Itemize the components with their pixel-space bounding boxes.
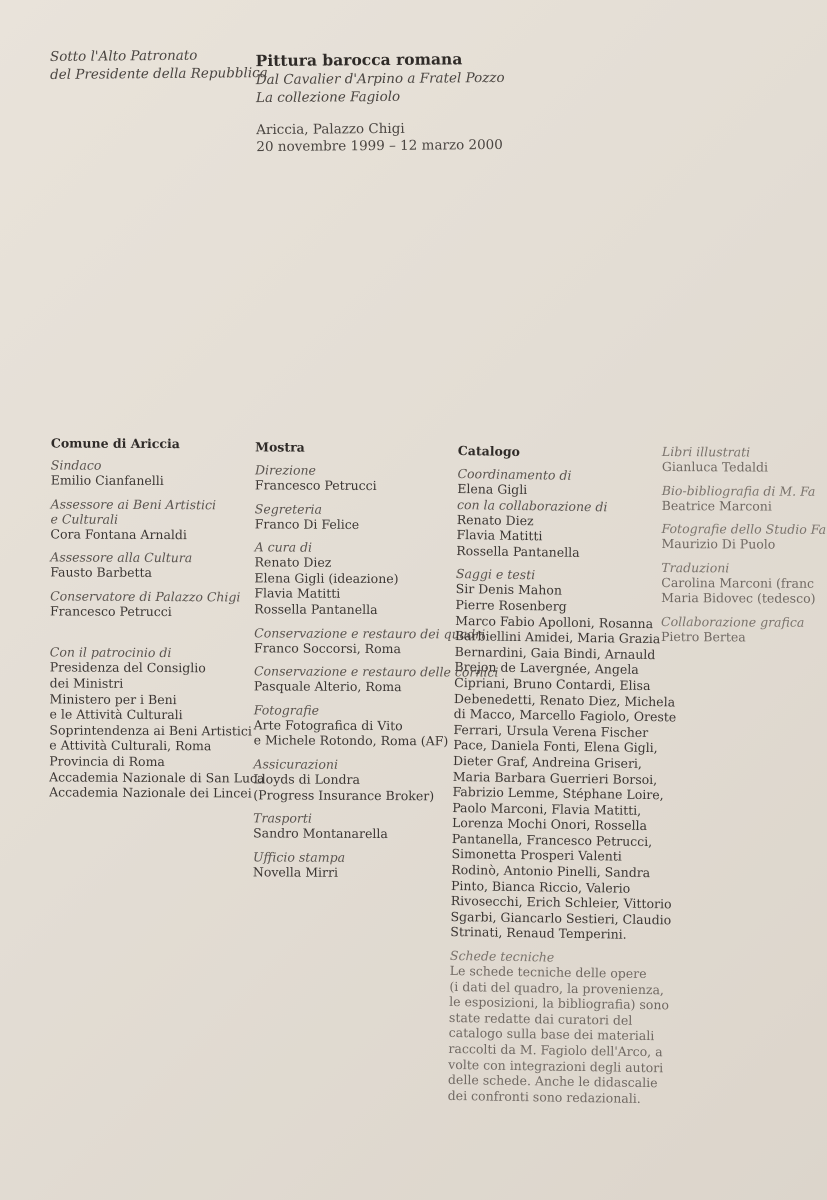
comune-column (49, 435, 266, 801)
text-line: Lorenza Mochi Onori, Rossella (451, 815, 648, 834)
person-name: Flavia Matitti (254, 585, 341, 602)
patron-name: dei Ministri (49, 675, 124, 691)
role-label: Trasporti (253, 810, 312, 826)
role-label: Fotografie (253, 702, 320, 718)
person-name: Gianluca Tedaldi (661, 458, 769, 475)
patron-name: Soprintendenza ai Beni Artistici (49, 722, 252, 739)
person-name: Arte Fotografica di Vito (253, 717, 403, 733)
text-line: Marco Fabio Apolloni, Rosanna (455, 612, 654, 631)
libri-group (661, 482, 816, 514)
person-name: Franco Di Felice (254, 515, 360, 532)
text-line: (i dati del quadro, la provenienza, (449, 978, 665, 997)
text-line: Sir Denis Mahon (455, 581, 563, 599)
person-name: (Progress Insurance Broker) (253, 786, 435, 803)
patron-name: e Attività Culturali, Roma (49, 737, 212, 754)
text-line: Strinati, Renaud Temperini. (450, 924, 627, 943)
patronage-line-2: del Presidente della Repubblica (50, 65, 268, 83)
exhibition-venue: Ariccia, Palazzo Chigi (256, 120, 405, 139)
role-label: Sindaco (50, 457, 102, 473)
text-line: Rivosecchi, Erich Schleier, Vittorio (450, 893, 672, 912)
person-name: Fausto Barbetta (50, 564, 153, 581)
patron-name: Provincia di Roma (49, 753, 165, 769)
role-label: Fotografie dello Studio Fa (661, 521, 827, 538)
text-line: Rodinò, Antonio Pinelli, Sandra (451, 862, 651, 881)
text-line: Ferrari, Ursula Verena Fischer (453, 721, 649, 740)
libri-group (661, 559, 816, 607)
exhibition-header (256, 49, 506, 156)
role-label: Con il patrocinio di (49, 644, 172, 661)
text-line: Pinto, Bianca Riccio, Valerio (450, 877, 631, 896)
text-line: Pierre Rosenberg (455, 596, 567, 614)
text-line: Maria Barbara Guerrieri Borsoi, (452, 768, 658, 787)
text-line: Paolo Marconi, Flavia Matitti, (452, 799, 642, 818)
saggi-group (450, 566, 678, 943)
role-label: Bio-bibliografia di M. Fa (661, 482, 816, 499)
comune-heading: Comune di Ariccia (50, 435, 180, 452)
person-name: Renato Diez (456, 511, 534, 528)
text-line: Pace, Daniela Fonti, Elena Gigli, (453, 737, 658, 756)
exhibition-subtitle-1: Dal Cavalier d'Arpino a Fratel Pozzo (255, 69, 505, 89)
text-line: state redatte dai curatori del (448, 1009, 633, 1028)
role-label: Collaborazione grafica (661, 613, 805, 630)
comune-group (50, 550, 266, 582)
text-line: Bernardini, Gaia Bindi, Arnauld (454, 643, 656, 662)
text-line: le esposizioni, la bibliografia) sono (449, 994, 670, 1013)
libri-group (662, 444, 788, 475)
text-line: dei confronti sono redazionali. (447, 1087, 641, 1106)
role-label: Direzione (254, 462, 317, 478)
patron-name: Accademia Nazionale di San Luca (49, 768, 265, 786)
role-label: Traduzioni (661, 559, 730, 576)
role-label: Assicurazioni (253, 756, 339, 772)
libri-column (660, 444, 827, 653)
person-name: Cora Fontana Arnaldi (50, 526, 187, 542)
text-line: Le schede tecniche delle opere (449, 962, 647, 982)
comune-group (50, 588, 266, 620)
text-line: Brejon de Lavergnée, Angela (454, 659, 639, 678)
person-name: Sandro Montanarella (253, 825, 388, 842)
person-name: Renato Diez (254, 554, 332, 570)
role-label: Conservatore di Palazzo Chigi (50, 588, 241, 605)
patrocinio-group (49, 645, 265, 801)
role-label: Conservazione e restauro delle cornici (253, 663, 499, 680)
patron-name: Ministero per i Beni (49, 690, 177, 707)
comune-group (51, 457, 267, 489)
person-name: Maurizio Di Puolo (661, 536, 776, 552)
person-name: Franco Soccorsi, Roma (254, 639, 401, 656)
text-line: di Macco, Marcello Fagiolo, Oreste (453, 706, 677, 725)
patron-name: Presidenza del Consiglio (49, 659, 206, 676)
schede-group (448, 948, 673, 1107)
libri-group (660, 613, 805, 645)
exhibition-dates: 20 novembre 1999 – 12 marzo 2000 (256, 136, 503, 156)
exhibition-subtitle-2: La collezione Fagiolo (255, 88, 401, 107)
catalogo-heading: Catalogo (457, 443, 521, 459)
mostra-heading: Mostra (255, 439, 305, 455)
role-label: Segreteria (254, 500, 323, 517)
patronage-line-1: Sotto l'Alto Patronato (49, 47, 198, 65)
role-label: Conservazione e restauro dei quadri (254, 624, 486, 642)
role-label: Assessore ai Beni Artistici (50, 496, 217, 512)
text-line: Barbiellini Amidei, Maria Grazia (454, 628, 661, 647)
patron-name: e le Attività Culturali (49, 706, 183, 723)
text-line: Sgarbi, Giancarlo Sestieri, Claudio (450, 908, 672, 928)
text-line: delle schede. Anche le didascalie (447, 1072, 658, 1091)
role-label: A cura di (254, 539, 313, 555)
person-name: Pietro Bertea (660, 628, 746, 645)
person-name: Elena Gigli (457, 480, 528, 498)
person-name: Pasquale Alterio, Roma (253, 678, 402, 695)
role-label: Schede tecniche (449, 947, 555, 965)
libri-group (661, 521, 827, 552)
person-name: Emilio Cianfanelli (50, 472, 164, 489)
person-name: Carolina Marconi (franc (661, 574, 815, 591)
person-name: Lloyds di Londra (253, 771, 360, 787)
text-line: Pantanella, Francesco Petrucci, (451, 830, 653, 849)
patronage-block (50, 46, 268, 84)
role-label: con la collaborazione di (456, 496, 608, 514)
person-name: e Michele Rotondo, Roma (AF) (253, 732, 449, 749)
person-name: Elena Gigli (ideazione) (254, 570, 399, 586)
person-name: Francesco Petrucci (254, 477, 377, 493)
person-name: Maria Bidovec (tedesco) (661, 590, 816, 607)
person-name: Flavia Matitti (456, 527, 543, 544)
person-name: Rossella Pantanella (456, 542, 580, 560)
person-name: Rossella Pantanella (254, 601, 378, 617)
text-line: raccolti da M. Fagiolo dell'Arco, a (448, 1040, 663, 1060)
catalogo-column (448, 443, 681, 1115)
text-line: Debenedetti, Renato Diez, Michela (453, 690, 676, 709)
text-line: volte con integrazioni degli autori (448, 1056, 664, 1075)
role-label: Saggi e testi (455, 566, 536, 583)
text-line: Simonetta Prosperi Valenti (451, 846, 622, 865)
role-label: e Culturali (50, 511, 119, 527)
role-label: Ufficio stampa (252, 849, 346, 865)
text-line: Cipriani, Bruno Contardi, Elisa (454, 674, 651, 693)
patron-name: Accademia Nazionale dei Lincei (49, 784, 252, 801)
coordinamento-group (456, 466, 680, 562)
text-line: catalogo sulla base dei materiali (448, 1025, 655, 1044)
text-line: Dieter Graf, Andreina Griseri, (452, 752, 643, 771)
comune-group (50, 496, 266, 543)
person-name: Novella Mirri (252, 864, 339, 880)
role-label: Coordinamento di (457, 465, 572, 483)
exhibition-title: Pittura barocca romana (255, 49, 463, 71)
person-name: Beatrice Marconi (661, 497, 772, 514)
role-label: Libri illustrati (661, 444, 751, 460)
person-name: Francesco Petrucci (49, 603, 172, 619)
role-label: Assessore alla Cultura (50, 549, 193, 566)
text-line: Fabrizio Lemme, Stéphane Loire, (452, 784, 664, 803)
